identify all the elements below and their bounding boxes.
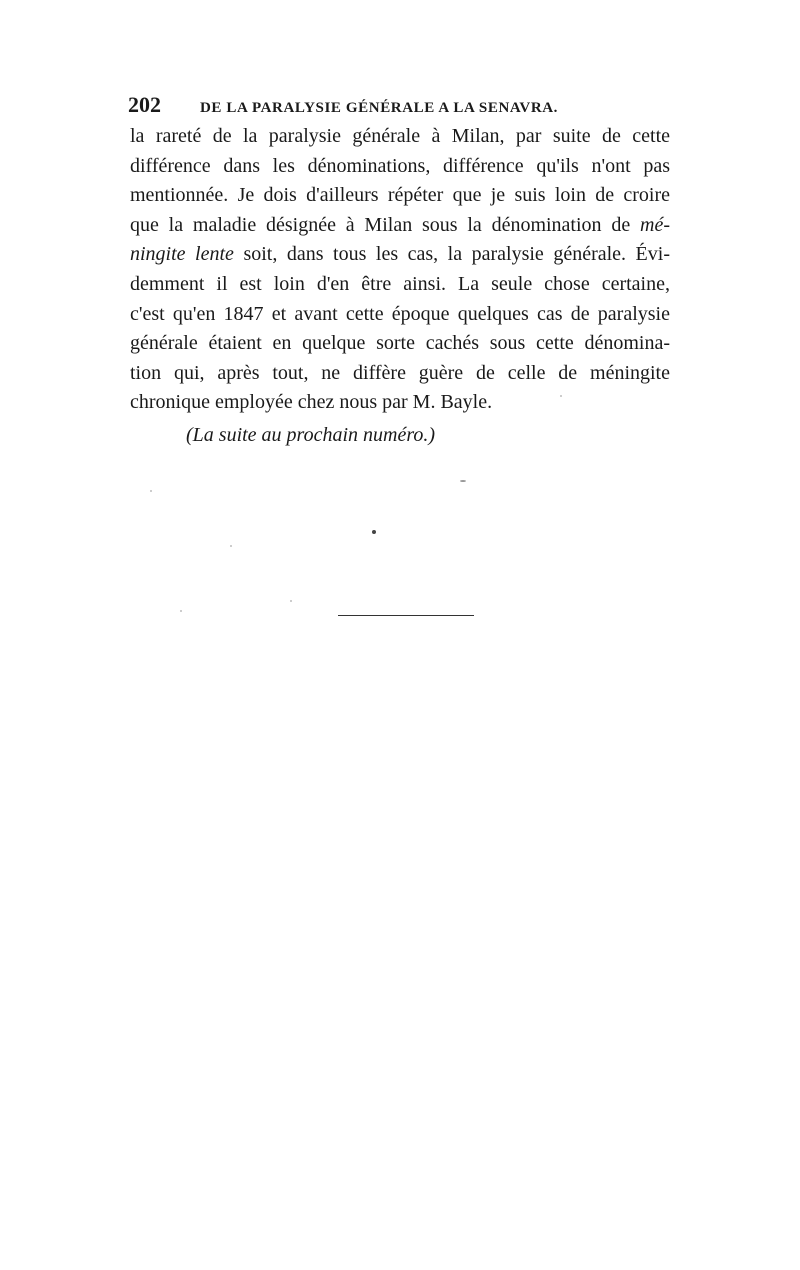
text-line: chronique employée chez nous par M. Bayle. bbox=[130, 391, 493, 414]
scan-speck bbox=[150, 490, 152, 492]
page-number: 202 bbox=[128, 92, 161, 117]
text-line: demment il est loin d'en être ainsi. La seule chose certaine, bbox=[130, 272, 670, 295]
scan-speck bbox=[180, 610, 182, 612]
italic-term: mé- bbox=[640, 213, 671, 236]
text-line: différence dans les dénominations, différence qu'ils n'ont pas bbox=[130, 154, 670, 177]
running-head bbox=[128, 92, 608, 118]
text-line: tion qui, après tout, ne diffère guère de celle de méningite bbox=[130, 361, 670, 384]
text-line: mentionnée. Je dois d'ailleurs répéter que je suis loin de croire bbox=[130, 184, 670, 207]
text-line: ningite lente soit, dans tous les cas, la paralysie générale. Évi- bbox=[130, 243, 670, 266]
scan-speck bbox=[560, 395, 562, 397]
continued-note: (La suite au prochain numéro.) bbox=[186, 424, 436, 446]
running-title: DE LA PARALYSIE GÉNÉRALE A LA SENAVRA. bbox=[200, 100, 559, 116]
body-paragraph bbox=[130, 122, 670, 418]
scan-speck bbox=[460, 480, 466, 482]
text-line: que la maladie désignée à Milan sous la dénomination de mé- bbox=[130, 213, 671, 236]
scan-speck bbox=[230, 545, 232, 547]
scan-speck bbox=[372, 530, 376, 534]
scan-speck bbox=[290, 600, 292, 602]
section-end-rule bbox=[338, 615, 474, 616]
text-line: c'est qu'en 1847 et avant cette époque quelques cas de paralysie bbox=[130, 302, 670, 325]
italic-term: ningite lente bbox=[130, 243, 234, 266]
text-line: la rareté de la paralysie générale à Milan, par suite de cette bbox=[130, 125, 670, 147]
text-line: générale étaient en quelque sorte cachés sous cette dénomina- bbox=[130, 332, 670, 355]
